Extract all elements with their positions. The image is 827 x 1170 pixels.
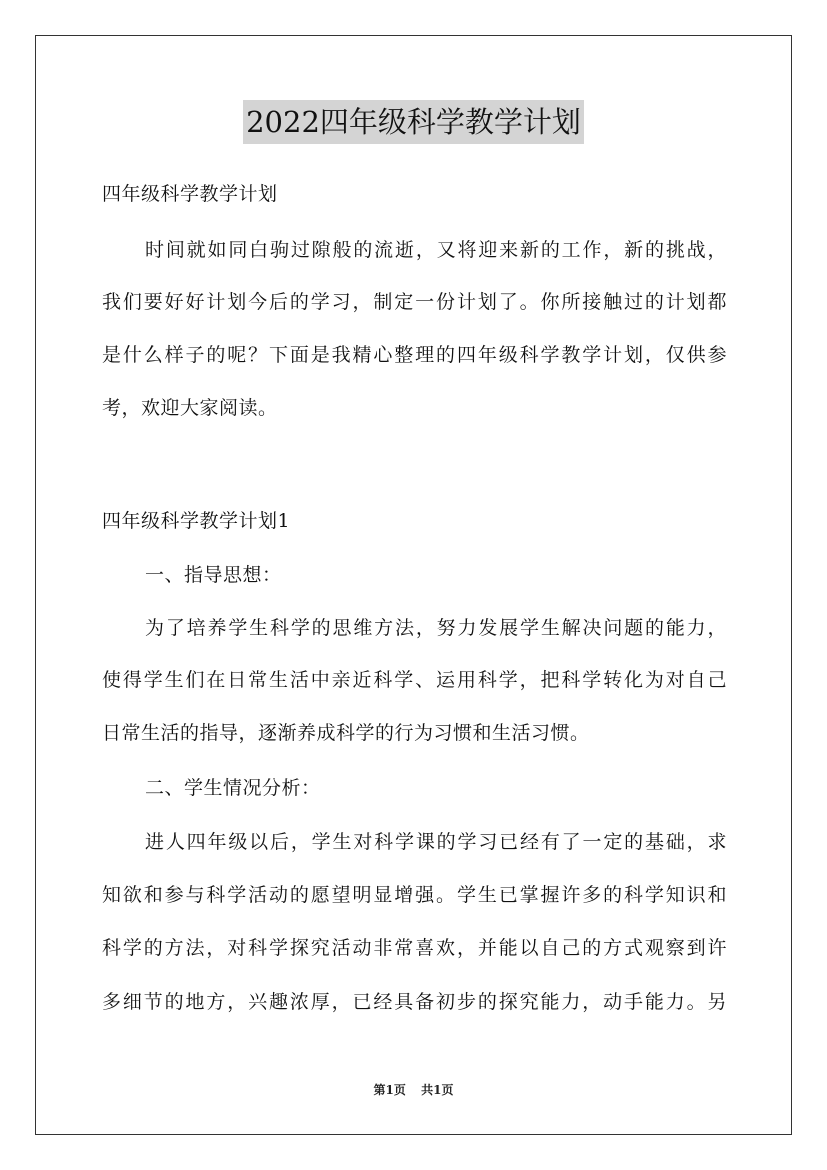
intro-line-1: 时间就如同白驹过隙般的流逝，又将迎来新的工作，新的挑战， [145,239,727,261]
intro-line-4: 考，欢迎大家阅读。 [102,397,278,419]
page-number: 第1页 [373,1083,406,1097]
section1-line-2: 使得学生们在日常生活中亲近科学、运用科学，把科学转化为对自己 [102,669,727,691]
section2-title: 二、学生情况分析： [145,777,321,799]
section2-line-2: 知欲和参与科学活动的愿望明显增强。学生已掌握许多的科学知识和 [102,884,727,906]
title-container [0,100,827,144]
heading-plan-1: 四年级科学教学计划1 [102,510,291,532]
section1-line-3: 日常生活的指导，逐渐养成科学的行为习惯和生活习惯。 [102,722,590,744]
page-footer [0,1082,827,1098]
section1-title: 一、指导思想： [145,564,282,586]
section2-line-3: 科学的方法，对科学探究活动非常喜欢，并能以自己的方式观察到许 [102,937,727,959]
intro-line-2: 我们要好好计划今后的学习，制定一份计划了。你所接触过的计划都 [102,291,727,313]
section1-line-1: 为了培养学生科学的思维方法，努力发展学生解决问题的能力， [145,617,727,639]
section2-line-4: 多细节的地方，兴趣浓厚，已经具备初步的探究能力，动手能力。另 [102,991,727,1013]
intro-line-3: 是什么样子的呢？下面是我精心整理的四年级科学教学计划，仅供参 [102,344,727,366]
document-title: 2022四年级科学教学计划 [243,100,584,144]
section2-line-1: 进人四年级以后，学生对科学课的学习已经有了一定的基础，求 [145,831,727,853]
heading-plan: 四年级科学教学计划 [102,183,278,205]
page-total: 共1页 [421,1083,454,1097]
